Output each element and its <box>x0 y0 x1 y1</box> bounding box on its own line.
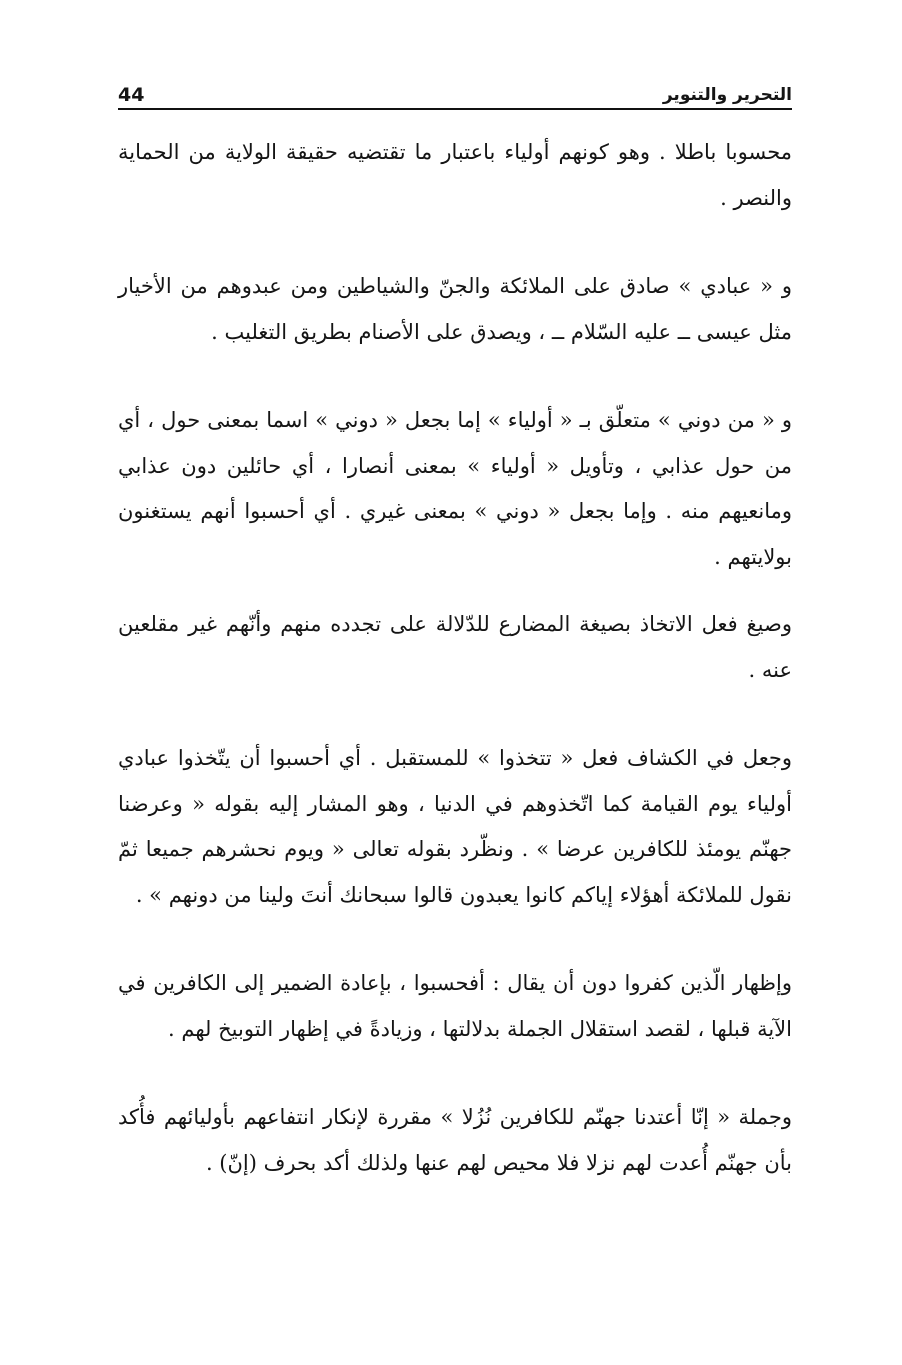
paragraph: وإظهار الّذين كفروا دون أن يقال : أفحسبوا ، بإعادة الضمير إلى الكافرين في الآية قبلها ، لقصد استقلال الجملة بدلالتها ، وزيادةً في إظهار التوبيخ لهم . <box>118 971 792 1041</box>
paragraph: محسوبا باطلا . وهو كونهم أولياء باعتبار ما تقتضيه حقيقة الولاية من الحماية والنصر . <box>118 140 792 210</box>
paragraph: و « من دوني » متعلّق بـ « أولياء » إما بجعل « دوني » اسما بمعنى حول ، أي من حول عذابي ، وتأويل « أولياء » بمعنى أنصارا ، أي حائلين دون عذابي ومانعيهم منه . وإما بجعل « دوني » بمعنى غيري . أي أحسبوا أنهم يستغنون بولايتهم . <box>118 408 792 569</box>
paragraph: وجعل في الكشاف فعل « تتخذوا » للمستقبل . أي أحسبوا أن يتّخذوا عبادي أولياء يوم القيامة كما اتّخذوهم في الدنيا ، وهو المشار إليه بقوله « وعرضنا جهنّم يومئذ للكافرين عرضا » . ونظّرد بقوله تعالى « ويوم نحشرهم جميعا ثمّ نقول للملائكة أهؤلاء إياكم كانوا يعبدون قالوا سبحانك أنتَ ولينا من دونهم » . <box>118 746 792 907</box>
page-number: 44 <box>118 84 145 106</box>
page-body <box>118 130 792 1186</box>
paragraph: و « عبادي » صادق على الملائكة والجنّ والشياطين ومن عبدوهم من الأخيار مثل عيسى ــ عليه السّلام ــ ، ويصدق على الأصنام بطريق التغليب . <box>118 274 792 344</box>
running-title: التحرير والتنوير <box>662 85 792 105</box>
paragraph: وصيغ فعل الاتخاذ بصيغة المضارع للدّلالة على تجدده منهم وأنّهم غير مقلعين عنه . <box>118 612 792 682</box>
paragraph: وجملة « إنّا أعتدنا جهنّم للكافرين نُزُلا » مقررة لإنكار انتفاعهم بأوليائهم فأُكد بأن جهنّم أُعدت لهم نزلا فلا محيص لهم عنها ولذلك أكد بحرف (إنّ) . <box>118 1105 792 1175</box>
page-header <box>118 82 792 110</box>
